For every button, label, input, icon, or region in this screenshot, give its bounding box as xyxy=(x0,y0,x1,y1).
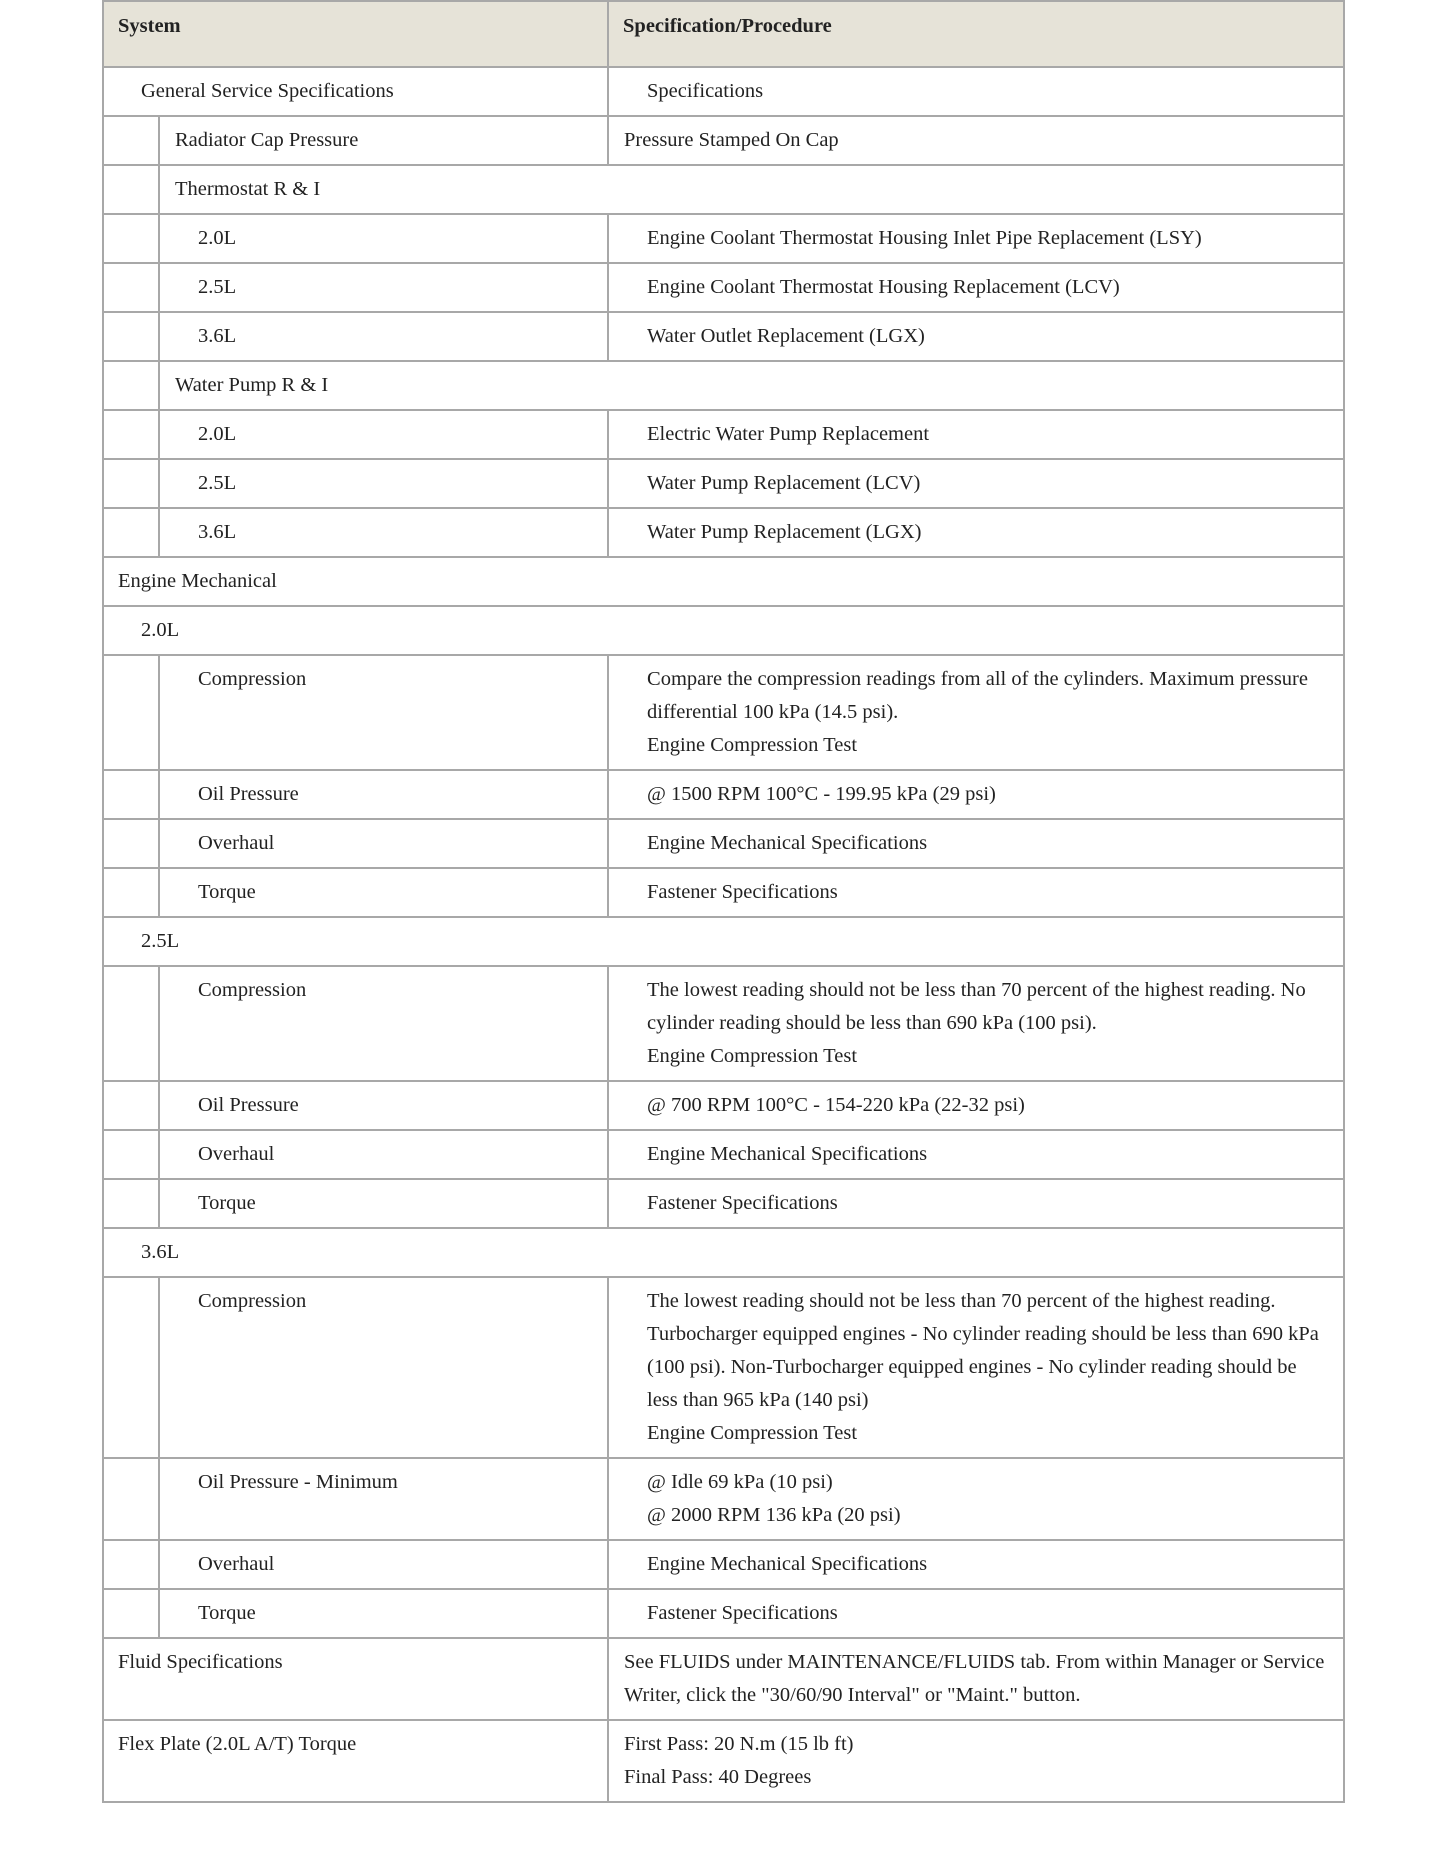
thermostat-spec: Water Outlet Replacement (LGX) xyxy=(608,312,1344,361)
table-row xyxy=(103,770,1344,819)
torque-label: Torque xyxy=(159,1589,608,1638)
indent-rail xyxy=(103,1081,159,1130)
thermostat-spec: Engine Coolant Thermostat Housing Inlet Pipe Replacement (LSY) xyxy=(608,214,1344,263)
overhaul-label: Overhaul xyxy=(159,1540,608,1589)
oil-pressure-2000rpm: @ 2000 RPM 136 kPa (20 psi) xyxy=(647,1504,901,1526)
oil-pressure-label: Oil Pressure - Minimum xyxy=(159,1458,608,1540)
table-row xyxy=(103,606,1344,655)
table-row xyxy=(103,214,1344,263)
flex-plate-label: Flex Plate (2.0L A/T) Torque xyxy=(103,1720,608,1802)
compression-label: Compression xyxy=(159,966,608,1081)
indent-rail xyxy=(103,1458,159,1540)
table-row xyxy=(103,508,1344,557)
engine-label: 2.5L xyxy=(159,459,608,508)
indent-rail xyxy=(103,819,159,868)
table-row xyxy=(103,116,1344,165)
table-row xyxy=(103,361,1344,410)
compression-text: Compare the compression readings from all of the cylinders. Maximum pressure differential 100 kPa (14.5 psi). xyxy=(647,668,1308,723)
overhaul-label: Overhaul xyxy=(159,1130,608,1179)
header-system: System xyxy=(103,1,608,67)
oil-pressure-label: Oil Pressure xyxy=(159,1081,608,1130)
engine-label: 2.5L xyxy=(159,263,608,312)
table-row xyxy=(103,1540,1344,1589)
oil-pressure-idle: @ Idle 69 kPa (10 psi) xyxy=(647,1471,833,1493)
em-label: Engine Mechanical xyxy=(103,557,1344,606)
indent-rail xyxy=(103,361,159,410)
overhaul-spec: Engine Mechanical Specifications xyxy=(608,819,1344,868)
engine-label: 3.6L xyxy=(159,508,608,557)
indent-rail xyxy=(103,1589,159,1638)
torque-spec: Fastener Specifications xyxy=(608,868,1344,917)
waterpump-spec: Water Pump Replacement (LGX) xyxy=(608,508,1344,557)
flex-final-pass: Final Pass: 40 Degrees xyxy=(624,1766,812,1788)
table-row xyxy=(103,263,1344,312)
engine-label: 3.6L xyxy=(159,312,608,361)
compression-spec xyxy=(608,966,1344,1081)
oil-pressure-spec: @ 1500 RPM 100°C - 199.95 kPa (29 psi) xyxy=(608,770,1344,819)
gss-label: General Service Specifications xyxy=(103,67,608,116)
compression-label: Compression xyxy=(159,655,608,770)
indent-rail xyxy=(103,966,159,1081)
table-row xyxy=(103,819,1344,868)
engine-label: 2.0L xyxy=(159,410,608,459)
engine-label: 2.0L xyxy=(159,214,608,263)
thermostat-spec: Engine Coolant Thermostat Housing Replacement (LCV) xyxy=(608,263,1344,312)
torque-label: Torque xyxy=(159,1179,608,1228)
indent-rail xyxy=(103,116,159,165)
table-header-row xyxy=(103,1,1344,67)
compression-spec xyxy=(608,655,1344,770)
table-row xyxy=(103,410,1344,459)
table-row xyxy=(103,1720,1344,1802)
table-row xyxy=(103,459,1344,508)
compression-procedure: Engine Compression Test xyxy=(647,1422,858,1444)
indent-rail xyxy=(103,263,159,312)
overhaul-spec: Engine Mechanical Specifications xyxy=(608,1540,1344,1589)
indent-rail xyxy=(103,410,159,459)
torque-spec: Fastener Specifications xyxy=(608,1179,1344,1228)
indent-rail xyxy=(103,508,159,557)
table-row xyxy=(103,1589,1344,1638)
indent-rail xyxy=(103,1277,159,1458)
oil-pressure-spec xyxy=(608,1458,1344,1540)
table-row xyxy=(103,165,1344,214)
oil-pressure-label: Oil Pressure xyxy=(159,770,608,819)
indent-rail xyxy=(103,312,159,361)
engine-group-label: 3.6L xyxy=(103,1228,1344,1277)
table-row xyxy=(103,1081,1344,1130)
flex-first-pass: First Pass: 20 N.m (15 lb ft) xyxy=(624,1733,854,1755)
table-row xyxy=(103,868,1344,917)
waterpump-spec: Electric Water Pump Replacement xyxy=(608,410,1344,459)
table-row xyxy=(103,1458,1344,1540)
table-row xyxy=(103,655,1344,770)
indent-rail xyxy=(103,165,159,214)
fluid-label: Fluid Specifications xyxy=(103,1638,608,1720)
engine-group-label: 2.0L xyxy=(103,606,1344,655)
table-row xyxy=(103,1228,1344,1277)
indent-rail xyxy=(103,1179,159,1228)
indent-rail xyxy=(103,459,159,508)
header-spec: Specification/Procedure xyxy=(608,1,1344,67)
compression-procedure: Engine Compression Test xyxy=(647,734,858,756)
overhaul-spec: Engine Mechanical Specifications xyxy=(608,1130,1344,1179)
overhaul-label: Overhaul xyxy=(159,819,608,868)
torque-spec: Fastener Specifications xyxy=(608,1589,1344,1638)
oil-pressure-spec: @ 700 RPM 100°C - 154-220 kPa (22-32 psi) xyxy=(608,1081,1344,1130)
radiator-label: Radiator Cap Pressure xyxy=(159,116,608,165)
spec-table xyxy=(102,0,1345,1803)
gss-spec: Specifications xyxy=(608,67,1344,116)
radiator-spec: Pressure Stamped On Cap xyxy=(608,116,1344,165)
table-row xyxy=(103,1277,1344,1458)
table-row xyxy=(103,1638,1344,1720)
fluid-spec: See FLUIDS under MAINTENANCE/FLUIDS tab. From within Manager or Service Writer, click the "30/60/90 Interval" or "Maint." button. xyxy=(608,1638,1344,1720)
table-row xyxy=(103,917,1344,966)
indent-rail xyxy=(103,214,159,263)
flex-plate-spec xyxy=(608,1720,1344,1802)
waterpump-label: Water Pump R & I xyxy=(159,361,1344,410)
indent-rail xyxy=(103,868,159,917)
thermostat-label: Thermostat R & I xyxy=(159,165,1344,214)
compression-label: Compression xyxy=(159,1277,608,1458)
engine-group-label: 2.5L xyxy=(103,917,1344,966)
table-row xyxy=(103,557,1344,606)
table-row xyxy=(103,1179,1344,1228)
table-row xyxy=(103,966,1344,1081)
table-row xyxy=(103,67,1344,116)
table-row xyxy=(103,312,1344,361)
indent-rail xyxy=(103,1130,159,1179)
indent-rail xyxy=(103,1540,159,1589)
compression-spec xyxy=(608,1277,1344,1458)
indent-rail xyxy=(103,770,159,819)
table-row xyxy=(103,1130,1344,1179)
compression-procedure: Engine Compression Test xyxy=(647,1045,858,1067)
indent-rail xyxy=(103,655,159,770)
waterpump-spec: Water Pump Replacement (LCV) xyxy=(608,459,1344,508)
compression-text: The lowest reading should not be less than 70 percent of the highest reading. Turbocharger equipped engines - No cylinder reading should be less than 690 kPa (100 psi). Non-Turbocharger equipped engines - No cylinder reading should be less than 965 kPa (140 psi) xyxy=(647,1290,1319,1411)
torque-label: Torque xyxy=(159,868,608,917)
compression-text: The lowest reading should not be less than 70 percent of the highest reading. No cylinder reading should be less than 690 kPa (100 psi). xyxy=(647,979,1306,1034)
